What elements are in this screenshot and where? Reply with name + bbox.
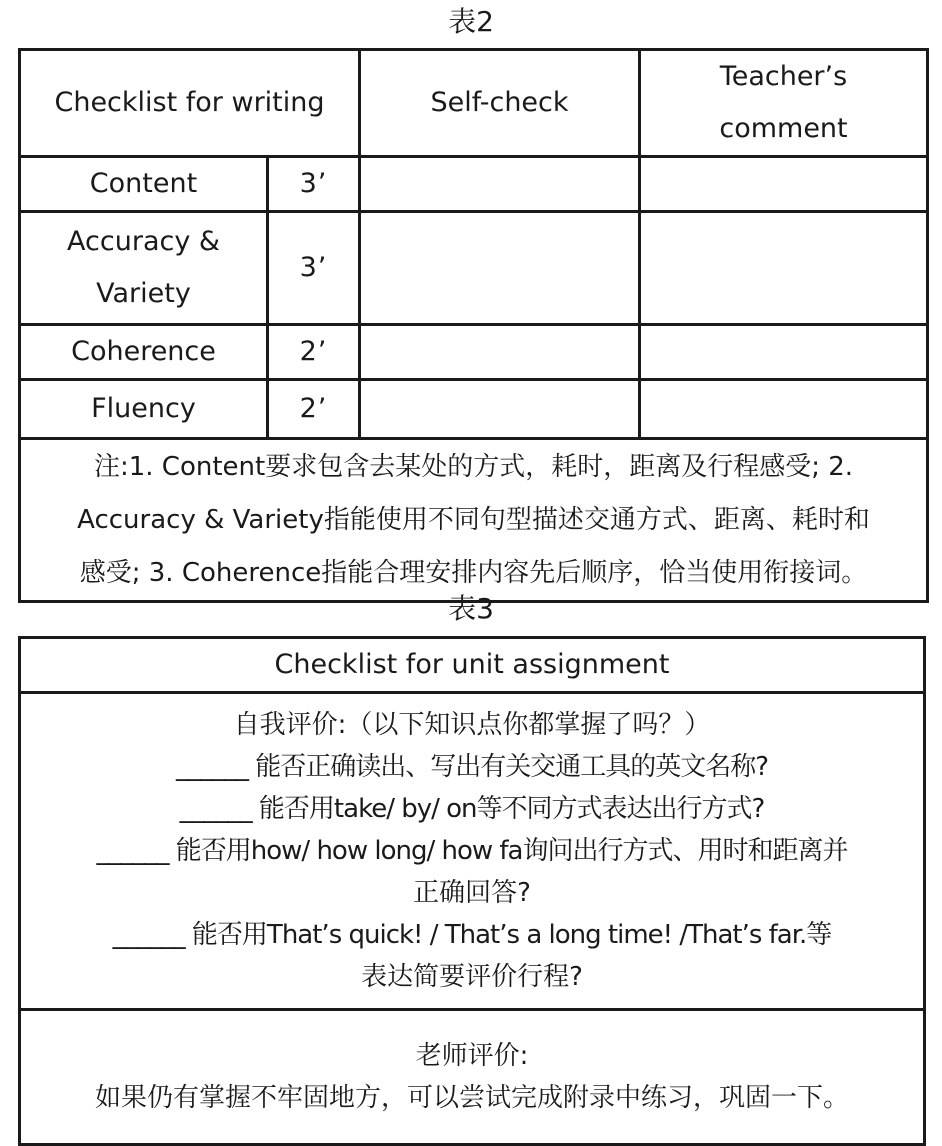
criterion-accuracy-variety: [20, 212, 268, 325]
self-evaluation-title: 自我评价:（以下知识点你都掌握了吗？）: [233, 710, 711, 740]
self-evaluation-item: ______ 能否用take/ by/ on等不同方式表达出行方式?: [179, 794, 765, 824]
table-row: [20, 325, 928, 380]
teacher-comment-cell-content[interactable]: [640, 157, 928, 212]
criterion-accuracy-line2: Variety: [96, 278, 191, 309]
unit-assignment-checklist-table: [18, 636, 926, 1146]
criterion-fluency: Fluency: [20, 380, 268, 439]
note-line2: Accuracy & Variety指能使用不同句型描述交通方式、距离、耗时和: [77, 504, 870, 535]
self-check-cell-accuracy[interactable]: [360, 212, 640, 325]
note-line1: 注:1. Content要求包含去某处的方式，耗时，距离及行程感受; 2.: [93, 451, 854, 482]
table-row: [20, 380, 928, 439]
self-check-cell-content[interactable]: [360, 157, 640, 212]
self-evaluation-item-continued: 正确回答?: [413, 878, 531, 908]
teacher-comment-header-cell: [640, 50, 928, 157]
criterion-accuracy-line1: Accuracy &: [67, 226, 220, 257]
unit-assignment-header: Checklist for unit assignment: [20, 638, 925, 693]
self-check-cell-fluency[interactable]: [360, 380, 640, 439]
teacher-evaluation-cell: [20, 1010, 925, 1145]
teacher-comment-cell-coherence[interactable]: [640, 325, 928, 380]
teacher-comment-cell-accuracy[interactable]: [640, 212, 928, 325]
checklist-header-cell: [20, 50, 360, 157]
checklist-header: Checklist for writing: [54, 87, 325, 118]
score-content: 3’: [268, 157, 360, 212]
score-fluency: 2’: [268, 380, 360, 439]
criterion-content: Content: [20, 157, 268, 212]
teacher-comment-header-line2: comment: [719, 113, 848, 144]
score-coherence: 2’: [268, 325, 360, 380]
table-header-row: [20, 638, 925, 693]
table3-caption: 表3: [448, 592, 494, 625]
note-line3: 感受; 3. Coherence指能合理安排内容先后顺序，恰当使用衔接词。: [79, 557, 868, 588]
teacher-evaluation-text: 如果仍有掌握不牢固地方，可以尝试完成附录中练习，巩固一下。: [94, 1083, 849, 1113]
table-row: [20, 212, 928, 325]
teacher-evaluation-title: 老师评价:: [415, 1041, 529, 1071]
criterion-coherence: Coherence: [20, 325, 268, 380]
teacher-evaluation-row: [20, 1010, 925, 1145]
table-row: [20, 157, 928, 212]
note-cell: [20, 439, 928, 602]
self-check-header: Self-check: [430, 87, 569, 118]
self-check-header-cell: [360, 50, 640, 157]
table2-caption: 表2: [448, 5, 494, 38]
table-header-row: [20, 50, 928, 157]
self-evaluation-item: ______ 能否用how/ how long/ how fa询问出行方式、用时和距离并: [96, 836, 848, 866]
writing-checklist-table: [18, 48, 929, 603]
self-evaluation-cell: [20, 693, 925, 1010]
self-check-cell-coherence[interactable]: [360, 325, 640, 380]
note-row: [20, 439, 928, 602]
self-evaluation-row: [20, 693, 925, 1010]
teacher-comment-cell-fluency[interactable]: [640, 380, 928, 439]
self-evaluation-item-continued: 表达简要评价行程?: [361, 962, 583, 992]
self-evaluation-item: ______ 能否正确读出、写出有关交通工具的英文名称?: [175, 752, 769, 782]
self-evaluation-item: ______ 能否用That’s quick! / That’s a long time! /That’s far.等: [112, 920, 832, 950]
score-accuracy-variety: 3’: [268, 212, 360, 325]
teacher-comment-header-line1: Teacher’s: [719, 61, 848, 92]
